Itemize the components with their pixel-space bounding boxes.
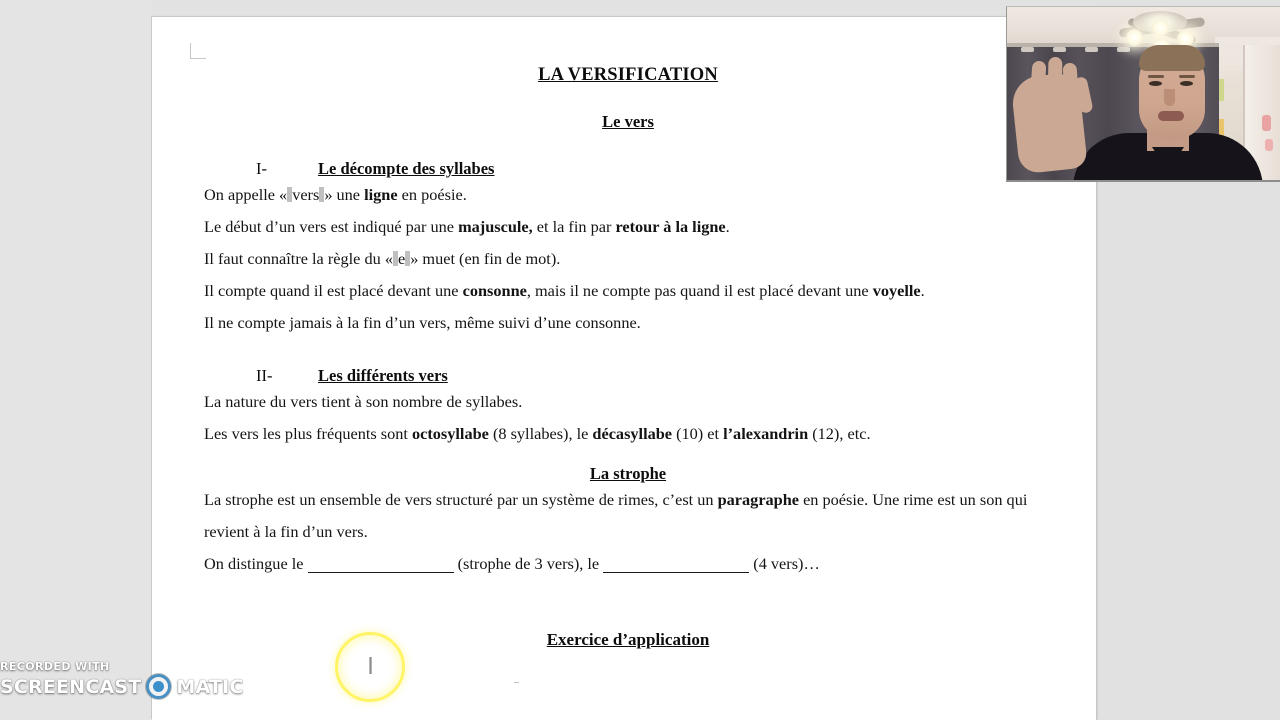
text-run: e [397, 249, 406, 268]
paragraph-types-de-vers [204, 418, 1052, 450]
bold-run: majuscule, [458, 217, 533, 236]
text-run: (10) et [672, 424, 724, 443]
bold-run: décasyllabe [592, 424, 673, 443]
watermark-brand-left: SCREENCAST [0, 675, 142, 698]
blank-field-1[interactable] [308, 572, 454, 573]
document-page[interactable] [152, 17, 1096, 720]
watermark-brand [0, 674, 244, 699]
bold-run: paragraphe [717, 490, 800, 509]
document-body[interactable] [152, 17, 1096, 683]
text-run: , mais il ne compte pas quand il est placé devant une [526, 281, 873, 300]
section-heading-2 [204, 366, 1052, 386]
bold-run: retour à la ligne [615, 217, 726, 236]
person-hair [1139, 45, 1205, 71]
person-nose [1164, 89, 1175, 106]
text-run: (8 syllabes), le [488, 424, 593, 443]
heading-la-strophe: La strophe [589, 464, 667, 483]
text-run: On appelle « [204, 185, 288, 204]
curtain-ring [1117, 47, 1130, 52]
person-eye [1180, 81, 1193, 86]
curtain-ring [1053, 47, 1066, 52]
text-run: en poésie. [397, 185, 467, 204]
text-run: » muet (en fin de mot). [410, 249, 561, 268]
text-cursor-icon: I [367, 654, 374, 680]
text-run: en poésie. Une rime est un son qui revient à la fin d’un vers. [204, 490, 1028, 541]
text-run: Il faut connaître la règle du « [204, 249, 393, 268]
document-title: LA VERSIFICATION [538, 65, 718, 85]
person-mouth [1158, 111, 1184, 121]
text-run: Il compte quand il est placé devant une [204, 281, 463, 300]
text-run: (12), etc. [808, 424, 871, 443]
text-run: . [920, 281, 925, 300]
curtain-ring [1021, 47, 1034, 52]
text-run: . [725, 217, 730, 236]
text-run: et la fin par [532, 217, 616, 236]
watermark-line-1: RECORDED WITH [0, 660, 110, 673]
paragraph-debut-vers [204, 211, 1052, 243]
heading-exercice-application: Exercice d’application [546, 630, 710, 649]
bold-run: voyelle [872, 281, 921, 300]
paragraph-nature-du-vers: La nature du vers tient à son nombre de syllabes. [204, 392, 523, 411]
wall-object [1262, 115, 1271, 131]
section-number-2: II- [256, 366, 273, 385]
subtitle-le-vers: Le vers [602, 112, 654, 131]
text-run: Les vers les plus fréquents sont [204, 424, 412, 443]
wall-object [1265, 139, 1273, 151]
section-title-1: Le décompte des syllabes [318, 159, 495, 178]
paragraph-definition-vers [204, 179, 1052, 211]
section-title-2: Les différents vers [318, 366, 448, 385]
person-finger [1048, 57, 1063, 107]
clipped-bottom-line [204, 674, 1052, 683]
paragraph-regle-e-muet [204, 243, 1052, 275]
text-run: La strophe est un ensemble de vers structuré par un système de rimes, c’est un [204, 490, 718, 509]
screencast-o-matic-watermark [0, 660, 244, 712]
lamp-bulb [1152, 19, 1169, 36]
bold-run: consonne [462, 281, 527, 300]
paragraph-fill-in-blanks [204, 548, 1052, 580]
text-run: (strophe de 3 vers), le [453, 554, 604, 573]
person-eye [1149, 81, 1162, 86]
bold-run: ligne [364, 185, 398, 204]
lamp-bulb [1126, 29, 1143, 46]
section-number-1: I- [256, 159, 267, 178]
person-eyebrow [1148, 75, 1164, 78]
blank-field-2[interactable] [603, 572, 749, 573]
logo-dot [153, 681, 164, 692]
text-run: » une [324, 185, 365, 204]
paragraph-definition-strophe [204, 484, 1052, 548]
bold-run: l’alexandrin [723, 424, 809, 443]
bold-run: octosyllabe [412, 424, 489, 443]
screencast-logo-icon [146, 674, 171, 699]
curtain-ring [1085, 47, 1098, 52]
text-run: vers [292, 185, 320, 204]
field-mark [514, 682, 519, 683]
paragraph-ne-compte-jamais: Il ne compte jamais à la fin d’un vers, même suivi d’une consonne. [204, 313, 641, 332]
text-run: (4 vers)… [749, 554, 820, 573]
page-gutter-left [0, 0, 152, 720]
person-eyebrow [1179, 75, 1195, 78]
paragraph-consonne-voyelle [204, 275, 1052, 307]
watermark-brand-right: MATIC [176, 675, 244, 698]
text-run: Le début d’un vers est indiqué par une [204, 217, 459, 236]
text-run: On distingue le [204, 554, 308, 573]
webcam-overlay[interactable] [1006, 6, 1280, 182]
section-heading-1 [204, 159, 1052, 179]
